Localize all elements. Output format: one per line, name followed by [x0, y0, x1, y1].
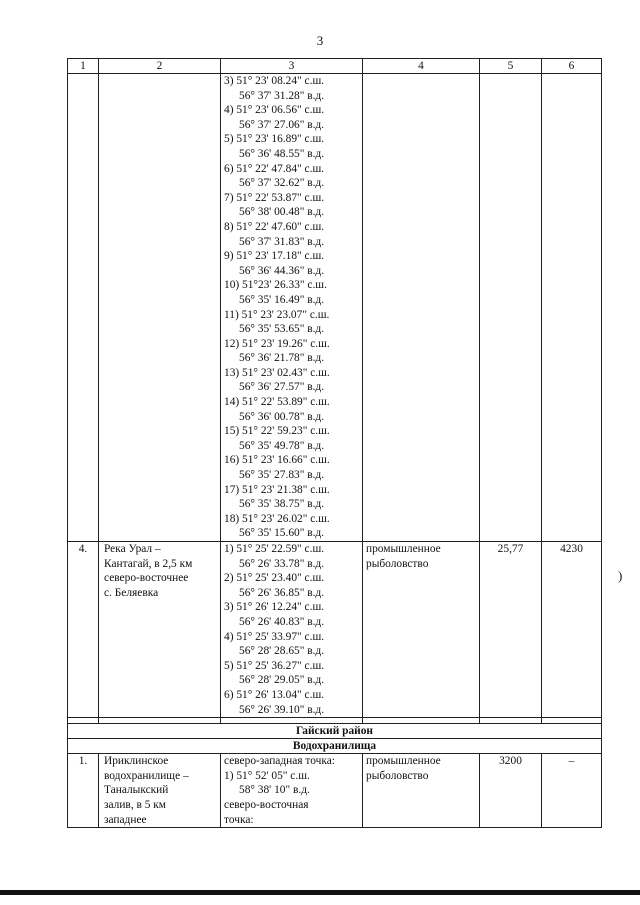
longitude: 56° 26' 40.83" в.д. [239, 615, 325, 628]
fishing-areas-table [67, 58, 602, 828]
longitude: 56° 36' 44.36" в.д. [239, 264, 325, 277]
coordinate-point [224, 688, 359, 717]
row-number [68, 74, 99, 542]
column6-value: – [542, 754, 602, 828]
column-number: 6 [542, 59, 602, 74]
purpose-line: промышленное [366, 755, 441, 768]
name-line: северо-восточнее [104, 572, 189, 585]
longitude: 56° 35' 49.78" в.д. [239, 439, 325, 452]
latitude: 15) 51° 22' 59.23" с.ш. [224, 425, 330, 438]
latitude: 12) 51° 23' 19.26" с.ш. [224, 337, 330, 350]
purpose-line: промышленное [366, 543, 441, 555]
latitude: 9) 51° 23' 17.18" с.ш. [224, 250, 325, 263]
longitude: 56° 36' 21.78" в.д. [239, 352, 325, 365]
longitude: 56° 38' 00.48" в.д. [239, 206, 325, 219]
coordinates-cell [221, 74, 363, 542]
column-number-row [68, 59, 602, 74]
coordinate-point [224, 571, 359, 600]
coordinate-point [224, 191, 359, 220]
area-value [480, 74, 542, 542]
name-line: Ириклинское [104, 755, 169, 768]
longitude: 56° 26' 36.85" в.д. [239, 586, 325, 599]
purpose-line: рыболовство [366, 769, 429, 782]
coordinate-point [224, 512, 359, 541]
coordinates-cell [221, 542, 363, 718]
table-row [68, 754, 602, 828]
purpose-cell [363, 542, 480, 718]
name-line: Река Урал – [104, 543, 161, 555]
coordinate-line: северо-западная точка: [224, 755, 335, 768]
latitude: 4) 51° 23' 06.56" с.ш. [224, 104, 325, 117]
coordinate-point [224, 337, 359, 366]
name-line: Кантагай, в 2,5 км [104, 557, 193, 570]
coordinate-line: точка: [224, 813, 254, 826]
area-value: 3200 [480, 754, 542, 828]
latitude: 3) 51° 26' 12.24" с.ш. [224, 601, 325, 614]
latitude: 7) 51° 22' 53.87" с.ш. [224, 191, 325, 204]
longitude: 56° 37' 27.06" в.д. [239, 118, 325, 131]
purpose-cell [363, 754, 480, 828]
longitude: 56° 36' 48.55" в.д. [239, 147, 325, 160]
coordinate-point [224, 308, 359, 337]
page-number: 3 [316, 33, 324, 48]
coordinate-point [224, 542, 359, 571]
coordinate-line: северо-восточная [224, 798, 309, 811]
coordinate-point [224, 483, 359, 512]
longitude: 56° 28' 29.05" в.д. [239, 674, 325, 687]
coordinate-point [224, 600, 359, 629]
latitude: 1) 51° 25' 22.59" с.ш. [224, 543, 325, 555]
longitude: 56° 26' 39.10" в.д. [239, 703, 325, 716]
district-row [68, 724, 602, 739]
coordinate-point [224, 162, 359, 191]
water-body-name [99, 542, 221, 718]
name-line: с. Беляевка [104, 586, 159, 599]
coordinate-point [224, 659, 359, 688]
longitude: 56° 36' 00.78" в.д. [239, 410, 325, 423]
latitude: 16) 51° 23' 16.66" с.ш. [224, 454, 330, 467]
column6-value: 4230 [542, 542, 602, 718]
area-value: 25,77 [480, 542, 542, 718]
name-line: западнее [104, 813, 147, 826]
latitude: 6) 51° 22' 47.84" с.ш. [224, 162, 325, 175]
coordinate-line: 1) 51° 52' 05" с.ш. [224, 769, 310, 782]
longitude: 56° 37' 31.28" в.д. [239, 89, 325, 102]
coordinates-cell [221, 754, 363, 828]
latitude: 10) 51°23' 26.33" с.ш. [224, 279, 327, 292]
row-number: 1. [68, 754, 99, 828]
longitude: 56° 35' 27.83" в.д. [239, 469, 325, 482]
name-line: водохранилище – [104, 769, 189, 782]
row-number: 4. [68, 542, 99, 718]
column-number: 2 [99, 59, 221, 74]
latitude: 11) 51° 23' 23.07" с.ш. [224, 308, 330, 321]
margin-mark: ) [618, 568, 623, 583]
coordinate-point [224, 103, 359, 132]
latitude: 8) 51° 22' 47.60" с.ш. [224, 220, 325, 233]
coordinate-point [224, 366, 359, 395]
longitude: 56° 35' 38.75" в.д. [239, 498, 325, 511]
latitude: 4) 51° 25' 33.97" с.ш. [224, 630, 325, 643]
latitude: 3) 51° 23' 08.24" с.ш. [224, 75, 325, 87]
coordinate-point [224, 220, 359, 249]
purpose-line: рыболовство [366, 557, 429, 570]
longitude: 56° 35' 15.60" в.д. [239, 527, 325, 540]
bottom-rule [0, 890, 640, 895]
latitude: 13) 51° 23' 02.43" с.ш. [224, 366, 330, 379]
water-body-name [99, 74, 221, 542]
latitude: 5) 51° 25' 36.27" с.ш. [224, 659, 325, 672]
coordinate-point [224, 424, 359, 453]
coordinate-line: 58° 38' 10" в.д. [239, 784, 310, 797]
column-number: 5 [480, 59, 542, 74]
coordinate-point [224, 630, 359, 659]
subsection-row [68, 739, 602, 754]
coordinate-point [224, 453, 359, 482]
longitude: 56° 28' 28.65" в.д. [239, 645, 325, 658]
coordinate-point [224, 395, 359, 424]
subsection-heading: Водохранилища [68, 739, 602, 754]
longitude: 56° 37' 32.62" в.д. [239, 177, 325, 190]
district-heading: Гайский район [68, 724, 602, 739]
purpose-cell [363, 74, 480, 542]
column6-value [542, 74, 602, 542]
coordinate-point [224, 132, 359, 161]
longitude: 56° 26' 33.78" в.д. [239, 557, 325, 570]
column-number: 4 [363, 59, 480, 74]
name-line: Таналыкский [104, 784, 169, 797]
latitude: 2) 51° 25' 23.40" с.ш. [224, 572, 325, 585]
coordinate-point [224, 249, 359, 278]
table-row [68, 542, 602, 718]
latitude: 18) 51° 23' 26.02" с.ш. [224, 512, 330, 525]
column-number: 3 [221, 59, 363, 74]
coordinate-point [224, 74, 359, 103]
longitude: 56° 36' 27.57" в.д. [239, 381, 325, 394]
column-number: 1 [68, 59, 99, 74]
latitude: 17) 51° 23' 21.38" с.ш. [224, 483, 330, 496]
latitude: 6) 51° 26' 13.04" с.ш. [224, 688, 325, 701]
latitude: 5) 51° 23' 16.89" с.ш. [224, 133, 325, 146]
water-body-name [99, 754, 221, 828]
longitude: 56° 35' 16.49" в.д. [239, 293, 325, 306]
coordinate-point [224, 278, 359, 307]
table-row [68, 74, 602, 542]
name-line: залив, в 5 км [104, 798, 167, 811]
longitude: 56° 37' 31.83" в.д. [239, 235, 325, 248]
longitude: 56° 35' 53.65" в.д. [239, 323, 325, 336]
latitude: 14) 51° 22' 53.89" с.ш. [224, 396, 330, 409]
